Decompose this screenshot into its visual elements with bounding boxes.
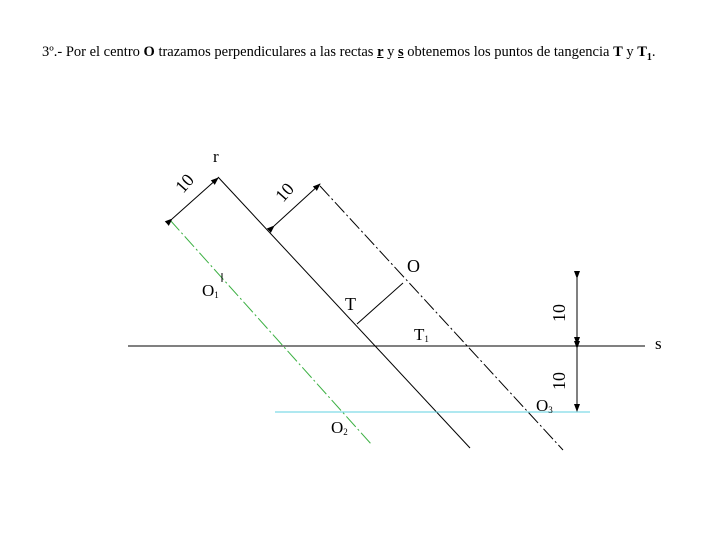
caption-center-O: O [143, 44, 155, 60]
parallel-through-O [320, 186, 563, 450]
caption-point-T: T [613, 44, 623, 60]
dimension-text-left: 10 [171, 169, 199, 197]
instruction-text: 3º.- Por el centro O trazamos perpendiculares a las rectas r y s obtenemos los puntos de tangencia T y $T_1$. [42, 44, 656, 63]
label-r: r [213, 147, 219, 166]
label-O2: O2 [331, 418, 348, 437]
caption-line-r: r [377, 44, 384, 60]
label-O: O [407, 256, 420, 276]
caption-point-T1: $T_1$ [637, 44, 652, 63]
label-T1: T1 [414, 325, 429, 344]
label-T: T [345, 294, 356, 314]
label-s: s [655, 334, 662, 353]
dimension-text-right-lower: 10 [549, 372, 569, 390]
line-r [218, 177, 470, 448]
label-O1: O1 [202, 281, 219, 300]
perpendicular-O-T [357, 283, 403, 324]
caption-line-s: s [398, 44, 404, 60]
dimension-text-right-upper: 10 [549, 304, 569, 322]
label-O3: O3 [536, 396, 553, 415]
parallel-green [170, 220, 372, 445]
dimension-text-upper: 10 [271, 178, 299, 206]
